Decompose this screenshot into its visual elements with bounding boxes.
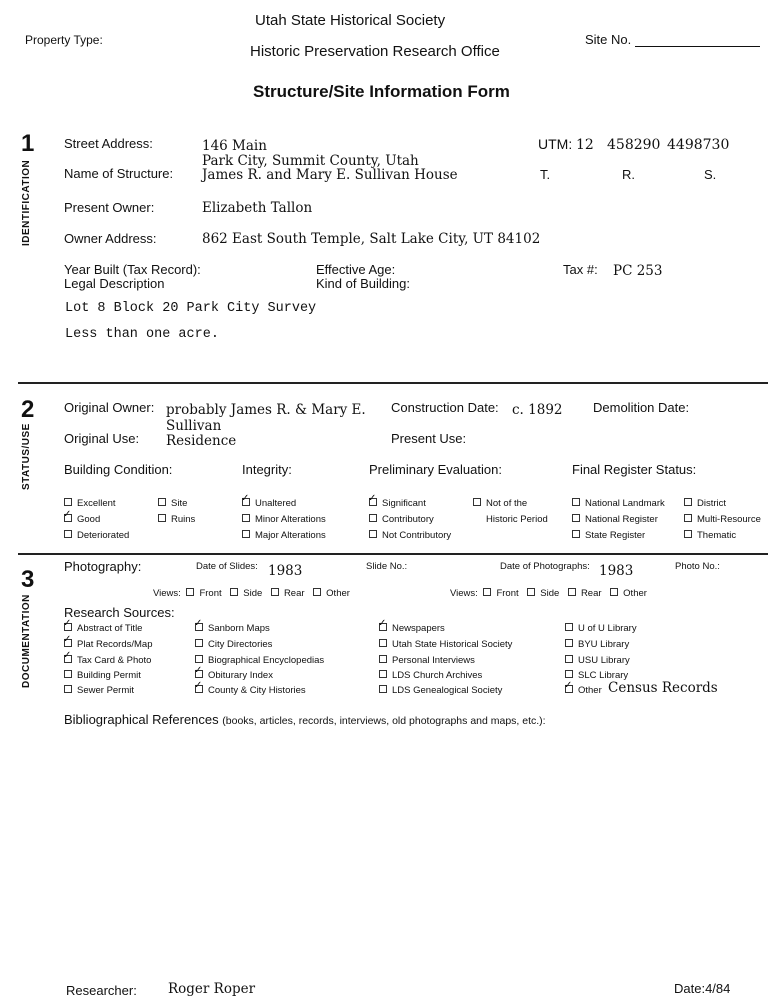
checkbox-icon <box>572 498 580 506</box>
photography-label: Photography: <box>64 559 142 574</box>
site-no-field <box>585 32 760 47</box>
checkbox-icon <box>684 530 692 538</box>
final-multi-resource[interactable]: Multi-Resource <box>684 514 761 525</box>
src-usu[interactable]: USU Library <box>565 655 630 666</box>
checkbox-icon <box>369 514 377 522</box>
checkbox-icon <box>473 498 481 506</box>
original-owner-value-2: Sullivan <box>166 418 222 434</box>
street-address-value: 146 Main <box>202 138 267 154</box>
section-2-number: 2 <box>21 396 35 423</box>
final-state-register[interactable]: State Register <box>572 530 645 541</box>
checked-checkbox-icon <box>195 670 203 678</box>
checked-checkbox-icon <box>565 685 573 693</box>
checkbox-icon[interactable] <box>483 588 491 596</box>
date-value: 4/84 <box>705 981 731 996</box>
divider-2 <box>18 553 768 555</box>
date-of-photographs-value: 1983 <box>599 563 634 579</box>
street-address-label: Street Address: <box>64 136 153 151</box>
legal-line-1: Lot 8 Block 20 Park City Survey <box>65 301 317 316</box>
date-label: Date: <box>674 981 706 996</box>
final-register-status-label: Final Register Status: <box>572 462 697 477</box>
src-uofu[interactable]: U of U Library <box>565 623 637 634</box>
tax-number-value: PC 253 <box>613 263 663 279</box>
org-name: Utah State Historical Society <box>255 12 446 29</box>
bibliographical-references <box>64 712 546 727</box>
checkbox-icon <box>565 623 573 631</box>
checkbox-icon[interactable] <box>313 588 321 596</box>
integrity-label: Integrity: <box>242 462 292 477</box>
present-owner-value: Elizabeth Tallon <box>202 200 313 216</box>
date-of-photographs-label: Date of Photographs: <box>500 561 590 572</box>
src-city-directories[interactable]: City Directories <box>195 639 272 650</box>
cond-deteriorated[interactable]: Deteriorated <box>64 530 129 541</box>
original-use-label: Original Use: <box>64 431 140 446</box>
src-plat[interactable]: ✓Plat Records/Map <box>64 639 153 650</box>
section-label: S. <box>704 167 717 182</box>
final-district[interactable]: District <box>684 498 726 509</box>
checkbox-icon <box>565 670 573 678</box>
photo-no-label: Photo No.: <box>675 561 720 572</box>
checkbox-icon <box>369 530 377 538</box>
biblio-note: (books, articles, records, interviews, old photographs and maps, etc.): <box>222 715 546 727</box>
section-1-number: 1 <box>21 130 35 157</box>
final-national-landmark[interactable]: National Landmark <box>572 498 665 509</box>
effective-age-label: Effective Age: <box>316 262 396 277</box>
src-obituary[interactable]: ✓Obiturary Index <box>195 670 273 681</box>
checkbox-icon[interactable] <box>271 588 279 596</box>
checkbox-icon <box>379 639 387 647</box>
src-building[interactable]: Building Permit <box>64 670 141 681</box>
slide-views: Views: Front Side Rear Other <box>153 588 350 599</box>
cond-site[interactable]: Site <box>158 498 187 509</box>
prelim-not-of-the[interactable]: Not of the <box>473 498 527 509</box>
biblio-label: Bibliographical References <box>64 712 219 727</box>
utm-easting: 458290 <box>607 137 661 153</box>
date-field <box>674 981 730 996</box>
checked-checkbox-icon <box>379 623 387 631</box>
src-slc[interactable]: SLC Library <box>565 670 628 681</box>
checked-checkbox-icon <box>64 639 72 647</box>
original-owner-label: Original Owner: <box>64 400 155 415</box>
final-national-register[interactable]: National Register <box>572 514 658 525</box>
section-3-number: 3 <box>21 566 35 593</box>
site-no-line <box>635 34 760 47</box>
cond-good[interactable]: ✓Good <box>64 514 100 525</box>
utm-zone: 12 <box>576 137 594 153</box>
prelim-contributory[interactable]: Contributory <box>369 514 434 525</box>
checkbox-icon <box>379 685 387 693</box>
present-owner-label: Present Owner: <box>64 200 155 215</box>
date-of-slides-value: 1983 <box>268 563 303 579</box>
property-type-label: Property Type: <box>25 33 103 47</box>
final-thematic[interactable]: Thematic <box>684 530 736 541</box>
checkbox-icon <box>242 530 250 538</box>
prelim-historic-period: Historic Period <box>486 514 548 525</box>
src-sewer[interactable]: Sewer Permit <box>64 685 134 696</box>
checkbox-icon <box>572 514 580 522</box>
office-name: Historic Preservation Research Office <box>250 43 500 60</box>
utm-northing: 4498730 <box>667 137 730 153</box>
integrity-unaltered[interactable]: ✓Unaltered <box>242 498 296 509</box>
checkbox-icon[interactable] <box>610 588 618 596</box>
original-use-value: Residence <box>166 433 237 449</box>
checked-checkbox-icon <box>64 655 72 663</box>
checkbox-icon <box>379 655 387 663</box>
checked-checkbox-icon <box>195 623 203 631</box>
checkbox-icon <box>195 655 203 663</box>
structure-name-value: James R. and Mary E. Sullivan House <box>202 167 458 183</box>
construction-date-value: c. 1892 <box>512 402 563 418</box>
site-no-label: Site No. <box>585 32 632 47</box>
legal-line-2: Less than one acre. <box>65 327 219 342</box>
src-other[interactable]: ✓Other <box>565 685 602 696</box>
owner-address-value: 862 East South Temple, Salt Lake City, UT 84102 <box>202 231 541 247</box>
src-ushs[interactable]: Utah State Historical Society <box>379 639 512 650</box>
checked-checkbox-icon <box>64 514 72 522</box>
legal-description-label: Legal Description <box>64 276 165 291</box>
checked-checkbox-icon <box>195 685 203 693</box>
original-owner-value: probably James R. & Mary E. <box>166 402 366 418</box>
checkbox-icon <box>195 639 203 647</box>
checkbox-icon <box>379 670 387 678</box>
checkbox-icon <box>565 655 573 663</box>
slide-no-label: Slide No.: <box>366 561 408 572</box>
checkbox-icon <box>572 530 580 538</box>
src-sanborn[interactable]: ✓Sanborn Maps <box>195 623 270 634</box>
section-1-side-label: IDENTIFICATION <box>21 159 32 246</box>
demolition-date-label: Demolition Date: <box>593 400 690 415</box>
src-interviews[interactable]: Personal Interviews <box>379 655 475 666</box>
township-label: T. <box>540 167 551 182</box>
checked-checkbox-icon <box>369 498 377 506</box>
year-built-label: Year Built (Tax Record): <box>64 262 201 277</box>
prelim-not-contributory[interactable]: Not Contributory <box>369 530 451 541</box>
divider-1 <box>18 382 768 384</box>
src-county-histories[interactable]: ✓County & City Histories <box>195 685 306 696</box>
checked-checkbox-icon <box>242 498 250 506</box>
researcher-value: Roger Roper <box>168 981 256 997</box>
cond-ruins[interactable]: Ruins <box>158 514 195 525</box>
building-condition-label: Building Condition: <box>64 462 173 477</box>
checkbox-icon <box>158 498 166 506</box>
prelim-significant[interactable]: ✓Significant <box>369 498 426 509</box>
owner-address-label: Owner Address: <box>64 231 157 246</box>
checkbox-icon <box>565 639 573 647</box>
src-tax[interactable]: ✓Tax Card & Photo <box>64 655 151 666</box>
checkbox-icon <box>684 498 692 506</box>
checkbox-icon <box>64 685 72 693</box>
tax-number-label: Tax #: <box>563 262 598 277</box>
src-abstract[interactable]: ✓Abstract of Title <box>64 623 142 634</box>
checkbox-icon[interactable] <box>230 588 238 596</box>
src-lds-genealogical[interactable]: LDS Genealogical Society <box>379 685 502 696</box>
researcher-label: Researcher: <box>66 983 137 998</box>
utm-label: UTM: <box>538 136 573 152</box>
integrity-major[interactable]: Major Alterations <box>242 530 326 541</box>
checkbox-icon <box>64 530 72 538</box>
src-biographical[interactable]: Biographical Encyclopedias <box>195 655 324 666</box>
street-address-city: Park City, Summit County, Utah <box>202 153 419 169</box>
checkbox-icon <box>64 498 72 506</box>
date-of-slides-label: Date of Slides: <box>196 561 258 572</box>
checkbox-icon <box>64 670 72 678</box>
src-other-value: Census Records <box>608 680 718 696</box>
section-3-side-label: DOCUMENTATION <box>21 594 32 688</box>
checkbox-icon <box>158 514 166 522</box>
research-sources-label: Research Sources: <box>64 605 175 620</box>
present-use-label: Present Use: <box>391 431 467 446</box>
checkbox-icon <box>684 514 692 522</box>
checked-checkbox-icon <box>64 623 72 631</box>
structure-name-label: Name of Structure: <box>64 166 174 181</box>
checkbox-icon[interactable] <box>568 588 576 596</box>
photo-views: Views: Front Side Rear Other <box>450 588 647 599</box>
src-newspapers[interactable]: ✓Newspapers <box>379 623 445 634</box>
section-2-side-label: STATUS/USE <box>21 423 32 490</box>
cond-excellent[interactable]: Excellent <box>64 498 116 509</box>
construction-date-label: Construction Date: <box>391 400 499 415</box>
checkbox-icon <box>242 514 250 522</box>
checkbox-icon[interactable] <box>186 588 194 596</box>
preliminary-evaluation-label: Preliminary Evaluation: <box>369 462 502 477</box>
form-title: Structure/Site Information Form <box>253 82 510 101</box>
kind-of-building-label: Kind of Building: <box>316 276 410 291</box>
integrity-minor[interactable]: Minor Alterations <box>242 514 326 525</box>
src-byu[interactable]: BYU Library <box>565 639 629 650</box>
src-lds-archives[interactable]: LDS Church Archives <box>379 670 482 681</box>
checkbox-icon[interactable] <box>527 588 535 596</box>
range-label: R. <box>622 167 635 182</box>
